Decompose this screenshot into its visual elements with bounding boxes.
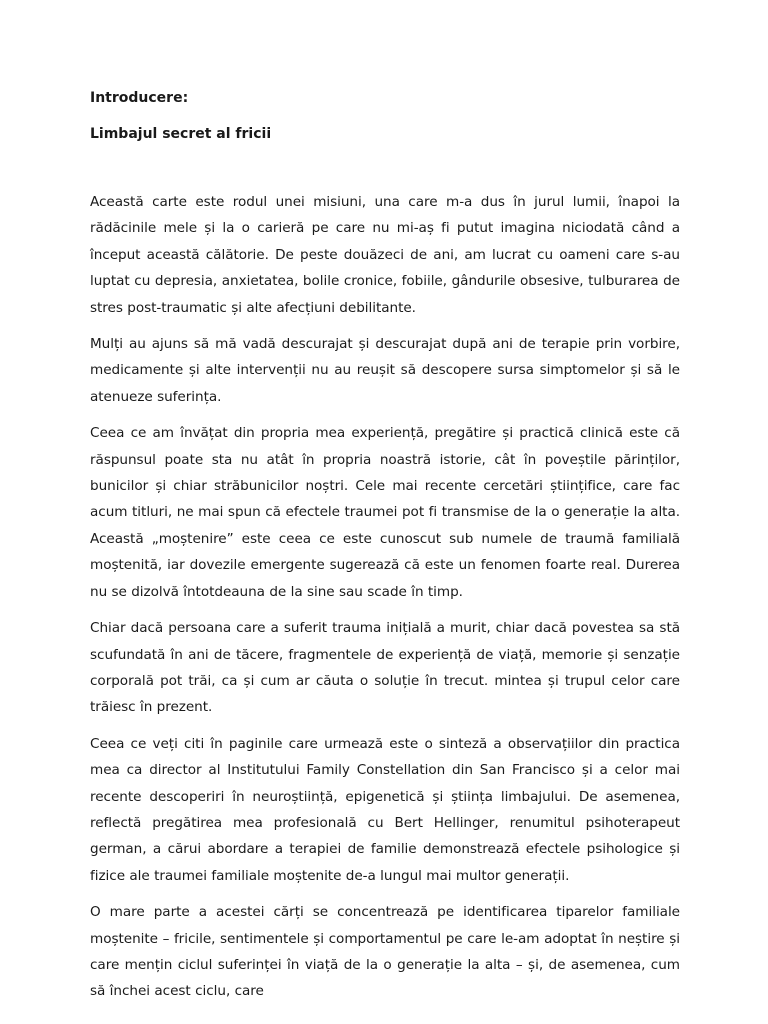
paragraph-3: Ceea ce am învățat din propria mea experiență, pregătire și practică clinică este că răspunsul poate sta nu atât în propria noastră istorie, cât în poveștile părinților, bunicilor și chiar străbunicilor noștri. Cele mai recente cercetări științifice, care fac acum titluri, ne mai spun că efectele traumei pot fi transmise de la o generație la alta. Această „moștenire” este ceea ce este cunoscut sub numele de traumă familială moștenită, iar dovezile emergente sugerează că este un fenomen foarte real. Durerea nu se dizolvă întotdeauna de la sine sau scade în timp.	[90, 425, 680, 600]
paragraph-2: Mulți au ajuns să mă vadă descurajat și descurajat după ani de terapie prin vorbire, medicamente și alte intervenții nu au reușit să descopere sursa simptomelor și să le atenueze suferința.	[90, 336, 680, 405]
chapter-title: Limbajul secret al fricii	[90, 126, 272, 142]
document-page	[90, 88, 680, 1015]
intro-heading: Introducere:	[90, 90, 189, 106]
paragraph-1: Această carte este rodul unei misiuni, una care m-a dus în jurul lumii, înapoi la rădăcinile mele și la o carieră pe care nu mi-aș fi putut imagina niciodată când a început această călătorie. De peste douăzeci de ani, am lucrat cu oameni care s-au luptat cu depresia, anxietatea, bolile cronice, fobiile, gândurile obsesive, tulburarea de stres post-traumatic și alte afecțiuni debilitante.	[90, 194, 680, 316]
paragraph-6: O mare parte a acestei cărți se concentrează pe identificarea tiparelor familiale moștenite – fricile, sentimentele și comportamentul pe care le-am adoptat în neștire și care mențin ciclul suferinței în viață de la o generație la alta – și, de asemenea, cum să închei acest ciclu, care	[90, 904, 680, 1000]
paragraph-4: Chiar dacă persoana care a suferit trauma inițială a murit, chiar dacă povestea sa stă scufundată în ani de tăcere, fragmentele de experiență de viață, memorie și senzație corporală pot trăi, ca și cum ar căuta o soluție în trecut. mintea și trupul celor care trăiesc în prezent.	[90, 620, 680, 716]
paragraph-5: Ceea ce veți citi în paginile care urmează este o sinteză a observațiilor din practica mea ca director al Institutului Family Constellation din San Francisco și a celor mai recente descoperiri în neuroștiință, epigenetică și știința limbajului. De asemenea, reflectă pregătirea mea profesională cu Bert Hellinger, renumitul psihoterapeut german, a cărui abordare a terapiei de familie demonstrează efectele psihologice și fizice ale traumei familiale moștenite de-a lungul mai multor generații.	[90, 735, 680, 884]
